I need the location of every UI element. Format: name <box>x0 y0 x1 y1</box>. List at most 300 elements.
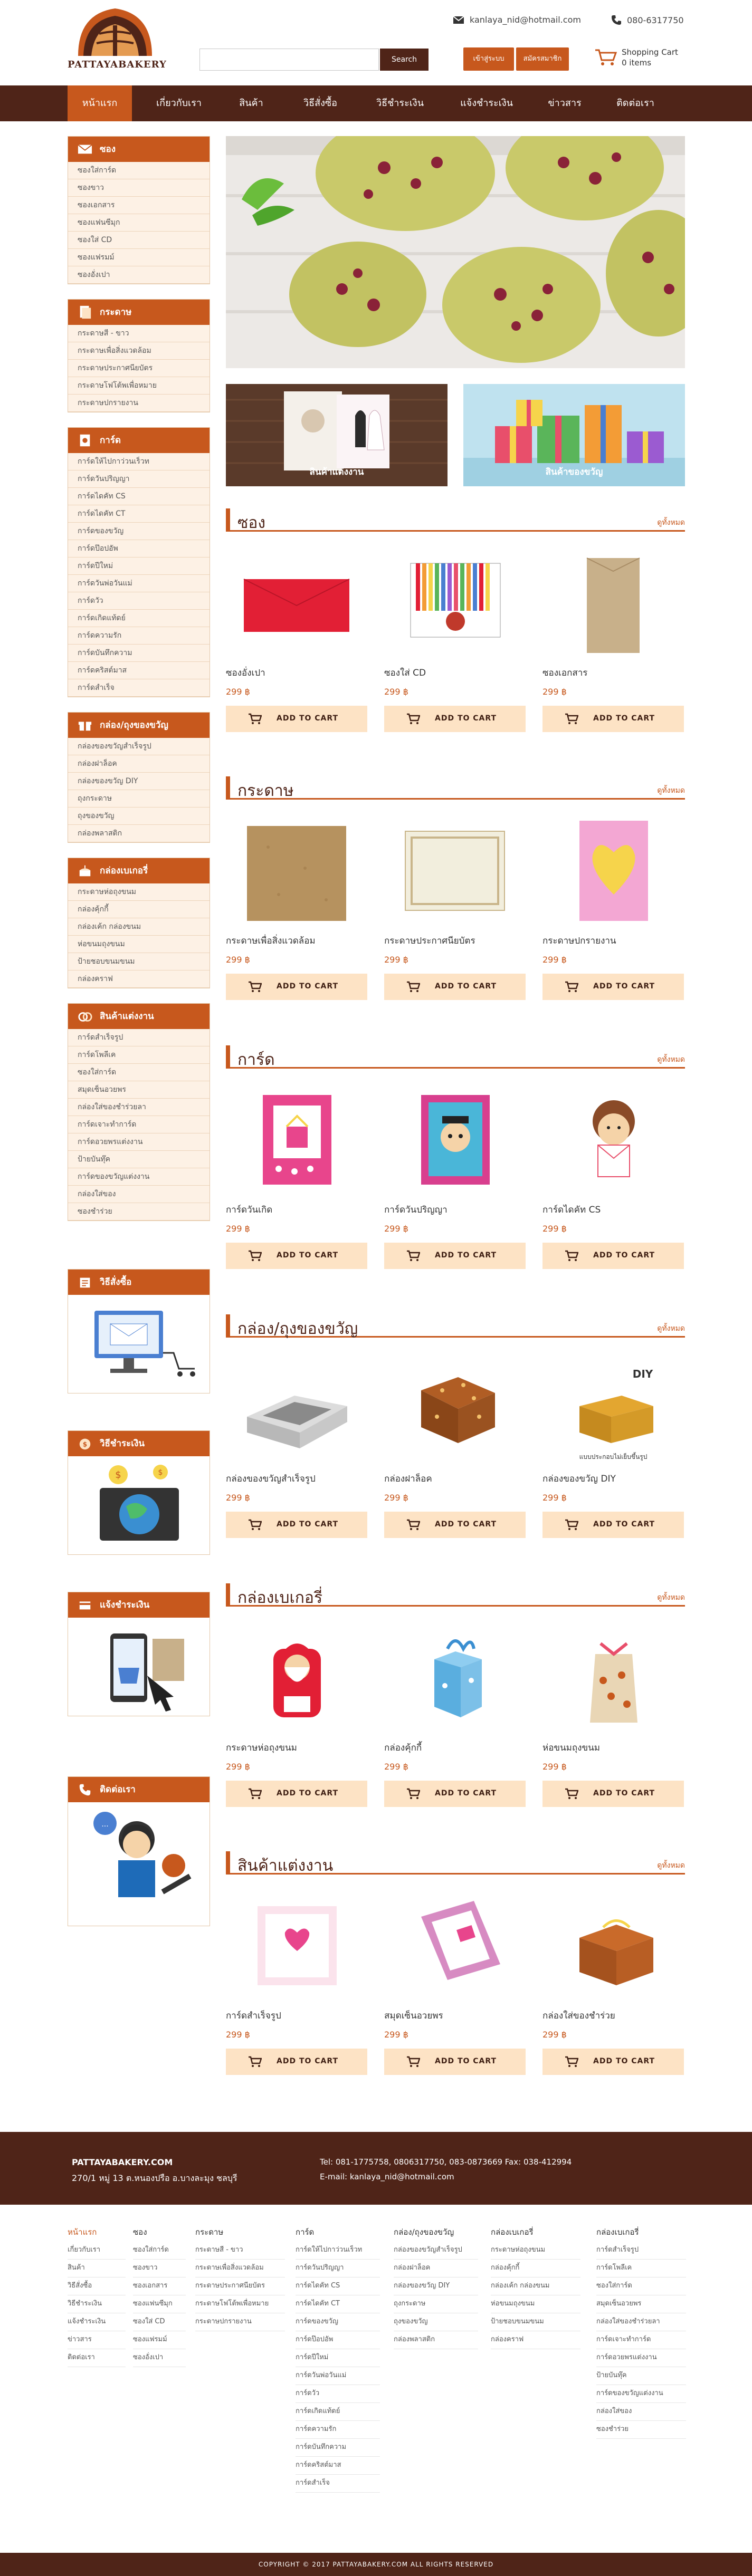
sidebar-link[interactable]: ซองใส่การ์ด <box>68 1064 210 1081</box>
add-to-cart-button[interactable] <box>384 2049 526 2075</box>
footer-link[interactable]: วิธีชำระเงิน <box>68 2295 126 2313</box>
section-header <box>226 1850 685 1875</box>
sidebar-link[interactable]: การ์ดความรัก <box>68 627 210 645</box>
search-button[interactable]: Search <box>380 49 429 71</box>
product-name[interactable]: ซองเอกสาร <box>542 668 588 678</box>
footer-link[interactable]: แจ้งชำระเงิน <box>68 2313 126 2331</box>
product-price: 299 ฿ <box>384 1762 408 1772</box>
product-card <box>226 1069 367 1280</box>
view-all-link[interactable]: ดูทั้งหมด <box>657 1055 685 1064</box>
footer-link[interactable]: กล่องใส่ของชำร่วยลา <box>596 2313 686 2331</box>
product-image[interactable] <box>226 542 367 658</box>
sidebar-link[interactable]: การ์ดของขวัญ <box>68 523 210 540</box>
product-section-1 <box>226 775 685 1023</box>
product-card <box>226 532 367 743</box>
footer-column <box>195 2226 285 2331</box>
contact-icon <box>77 1782 93 1797</box>
footer-column-head[interactable]: การ์ด <box>296 2227 315 2237</box>
footer-link[interactable]: การ์ดสำเร็จรูป <box>596 2242 686 2260</box>
cart-icon <box>248 1788 262 1800</box>
footer-link[interactable]: ซองเอกสาร <box>133 2277 186 2295</box>
sidebar-link[interactable]: การ์ดเจาะทำการ์ด <box>68 1116 210 1133</box>
product-price: 299 ฿ <box>542 955 567 965</box>
sidebar-link[interactable]: การ์ดวันพ่อวันแม่ <box>68 575 210 592</box>
sidebar-link[interactable]: การ์ดวันปริญญา <box>68 470 210 488</box>
footer-column-head[interactable]: กล่อง/ถุงของขวัญ <box>394 2227 454 2237</box>
sidebar-link[interactable]: กล่องคุ้กกี้ <box>68 901 210 918</box>
phone-icon <box>611 15 622 25</box>
promo-illustration <box>68 1456 210 1554</box>
nav-how-to-order[interactable]: วิธีสั่งซื้อ <box>303 98 337 109</box>
product-image[interactable] <box>226 1348 367 1464</box>
product-card <box>542 1338 684 1549</box>
add-to-cart-label: ADD TO CART <box>435 982 497 991</box>
footer-link[interactable]: ซองใส่การ์ด <box>596 2277 686 2295</box>
nav-about[interactable]: เกี่ยวกับเรา <box>156 98 202 109</box>
add-to-cart-button[interactable] <box>542 1512 684 1538</box>
product-card <box>384 1875 526 2085</box>
email-contact[interactable] <box>453 15 581 25</box>
promo-title: วิธีสั่งซื้อ <box>100 1277 132 1287</box>
add-to-cart-button[interactable] <box>226 1781 367 1807</box>
product-price: 299 ฿ <box>226 2030 250 2040</box>
footer-link[interactable]: ซองแฟนซีมุก <box>133 2295 186 2313</box>
add-to-cart-button[interactable] <box>226 1243 367 1269</box>
sidebar-link[interactable]: ซองแฟนซีมุก <box>68 214 210 232</box>
sidebar-link[interactable]: กระดาษสี - ขาว <box>68 325 210 342</box>
footer-link[interactable]: ข่าวสาร <box>68 2331 126 2349</box>
sidebar-link[interactable]: กล่องใส่ของ <box>68 1186 210 1203</box>
sidebar-category-head[interactable] <box>68 428 210 453</box>
promo-illustration <box>68 1295 210 1393</box>
footer-link[interactable]: กล่องใส่ของ <box>596 2403 686 2421</box>
sidebar-link[interactable]: กล่องเค้ก กล่องขนม <box>68 918 210 936</box>
sidebar-link[interactable]: กระดาษปกรายงาน <box>68 395 210 412</box>
footer-link[interactable]: การ์ดความรัก <box>296 2421 380 2439</box>
product-price: 299 ฿ <box>384 955 408 965</box>
promo-head[interactable] <box>68 1431 210 1456</box>
site-header <box>0 0 752 85</box>
footer-site-name: PATTAYABAKERY.COM <box>72 2157 173 2167</box>
section-header <box>226 1044 685 1069</box>
footer-column-head[interactable]: กระดาษ <box>195 2227 224 2237</box>
product-price: 299 ฿ <box>226 1493 250 1503</box>
view-all-link[interactable]: ดูทั้งหมด <box>657 1593 685 1602</box>
section-title: กล่องเบเกอรี่ <box>237 1589 323 1607</box>
sidebar-category-head[interactable] <box>68 137 210 162</box>
product-section-0 <box>226 507 685 755</box>
product-name[interactable]: การ์ดวันเกิด <box>226 1205 273 1215</box>
nav-home[interactable]: หน้าแรก <box>68 85 132 121</box>
promo-illustration <box>68 1802 210 1900</box>
footer-link[interactable]: สมุดเซ็นอวยพร <box>596 2295 686 2313</box>
nav-payment[interactable]: วิธีชำระเงิน <box>376 98 424 109</box>
sidebar-link[interactable]: กระดาษห่อถุงขนม <box>68 883 210 901</box>
footer-link[interactable]: การ์ดของขวัญ <box>296 2313 380 2331</box>
section-accent-bar <box>226 1851 230 1873</box>
promo-box-3[interactable] <box>68 1776 210 1926</box>
sidebar-link[interactable]: ซองแฟรมม์ <box>68 249 210 266</box>
product-image[interactable] <box>226 810 367 926</box>
product-name[interactable]: ห่อขนมถุงขนม <box>542 1743 600 1753</box>
footer-link[interactable]: กระดาษประกาศนียบัตร <box>195 2277 285 2295</box>
product-price: 299 ฿ <box>384 1493 408 1503</box>
add-to-cart-label: ADD TO CART <box>593 2057 655 2065</box>
sidebar-category-3 <box>68 712 210 843</box>
payment-icon <box>77 1436 93 1451</box>
product-name[interactable]: ซองอั่งเปา <box>226 668 265 678</box>
footer-link[interactable]: กล่องเค้ก กล่องขนม <box>491 2277 580 2295</box>
promo-head[interactable] <box>68 1777 210 1802</box>
product-name[interactable]: กล่องของขวัญ DIY <box>542 1474 616 1484</box>
product-name[interactable]: การ์ดวันปริญญา <box>384 1205 448 1215</box>
footer-link[interactable]: การ์ดให้ไปกาว่วนเร็วท <box>296 2242 380 2260</box>
footer-link[interactable]: การ์ดปีใหม่ <box>296 2349 380 2367</box>
sidebar-link[interactable]: การ์ดของขวัญแต่งงาน <box>68 1168 210 1186</box>
sidebar-link[interactable]: ถุงกระดาษ <box>68 790 210 808</box>
shopping-cart[interactable] <box>594 45 689 72</box>
sidebar-link[interactable]: กระดาษเพื่อสิ่งแวดล้อม <box>68 342 210 360</box>
product-name[interactable]: การ์ดไดคัท CS <box>542 1205 601 1215</box>
sidebar-link[interactable]: ป้ายบันทุ๊ค <box>68 1151 210 1168</box>
footer-link[interactable]: การ์ดอวยพรแต่งงาน <box>596 2349 686 2367</box>
cart-icon <box>565 2056 578 2068</box>
sidebar-link[interactable]: การ์ดคริสต์มาส <box>68 662 210 679</box>
sidebar-link[interactable]: ซองอั่งเปา <box>68 266 210 284</box>
footer-tel: Tel: 081-1775758, 0806317750, 083-0873669 Fax: 038-412994 <box>320 2157 572 2167</box>
footer-link[interactable]: กล่องฝาล็อค <box>394 2260 478 2277</box>
product-price: 299 ฿ <box>226 687 250 697</box>
product-image[interactable] <box>384 810 526 926</box>
product-name[interactable]: กระดาษเพื่อสิ่งแวดล้อม <box>226 936 316 946</box>
product-image[interactable] <box>384 1617 526 1733</box>
login-button[interactable]: เข้าสู่ระบบ <box>463 47 514 71</box>
product-name[interactable]: กระดาษห่อถุงขนม <box>226 1743 297 1753</box>
add-to-cart-button[interactable] <box>542 974 684 1000</box>
sidebar-link[interactable]: กล่องคราฟ <box>68 970 210 988</box>
footer-link[interactable]: การ์ดไดคัท CS <box>296 2277 380 2295</box>
promo-box-2[interactable] <box>68 1592 210 1716</box>
sidebar-category-head[interactable] <box>68 1004 210 1029</box>
sidebar-link[interactable]: กระดาษโฟโต้พเพื่อหมาย <box>68 377 210 395</box>
nav-news[interactable]: ข่าวสาร <box>548 98 582 109</box>
cart-icon <box>248 1519 262 1531</box>
add-to-cart-button[interactable] <box>226 2049 367 2075</box>
footer-link[interactable]: กล่องของขวัญสำเร็จรูป <box>394 2242 478 2260</box>
sidebar-link[interactable]: การ์ดโพลีเค <box>68 1046 210 1064</box>
product-image[interactable] <box>226 1079 367 1195</box>
footer-link[interactable]: การ์ดวันปริญญา <box>296 2260 380 2277</box>
product-price: 299 ฿ <box>542 1493 567 1503</box>
footer-column <box>394 2226 478 2349</box>
footer-link[interactable]: สินค้า <box>68 2260 126 2277</box>
nav-contact[interactable]: ติดต่อเรา <box>616 98 654 109</box>
footer-link[interactable]: ซองใส่ CD <box>133 2313 186 2331</box>
footer-column-head[interactable]: กล่องเบเกอรี่ <box>596 2227 639 2237</box>
logo-bread-icon <box>68 3 163 61</box>
add-to-cart-label: ADD TO CART <box>435 1789 497 1798</box>
footer-link[interactable]: ซองอั่งเปา <box>133 2349 186 2367</box>
footer-link[interactable]: กระดาษสี - ขาว <box>195 2242 285 2260</box>
add-to-cart-label: ADD TO CART <box>277 1520 339 1529</box>
product-price: 299 ฿ <box>384 687 408 697</box>
gift-icon <box>77 718 93 733</box>
cart-icon <box>406 1519 420 1531</box>
nav-products[interactable]: สินค้า <box>239 98 263 109</box>
add-to-cart-button[interactable] <box>542 1243 684 1269</box>
footer-link[interactable]: ห่อขนมถุงขนม <box>491 2295 580 2313</box>
sidebar-link[interactable]: กล่องฝาล็อค <box>68 755 210 773</box>
product-name[interactable]: กล่องใส่ของชำร่วย <box>542 2011 615 2021</box>
sidebar-link[interactable]: การ์ดบันทึกความ <box>68 645 210 662</box>
add-to-cart-button[interactable] <box>542 706 684 732</box>
sidebar-link[interactable]: ซองใส่การ์ด <box>68 162 210 179</box>
add-to-cart-button[interactable] <box>226 1512 367 1538</box>
add-to-cart-label: ADD TO CART <box>435 2057 497 2065</box>
promo-head[interactable] <box>68 1270 210 1295</box>
search-input[interactable] <box>199 49 379 71</box>
footer-link[interactable]: การ์ดโพลีเค <box>596 2260 686 2277</box>
footer-link[interactable]: กล่องพลาสติก <box>394 2331 478 2349</box>
footer-column-head[interactable]: ซอง <box>133 2227 147 2237</box>
product-price: 299 ฿ <box>226 1224 250 1234</box>
cart-icon <box>406 981 420 993</box>
footer-link[interactable]: การ์ดวัว <box>296 2385 380 2403</box>
product-card <box>226 1338 367 1549</box>
envelope-icon <box>77 142 93 157</box>
product-card <box>226 1875 367 2085</box>
section-accent-bar <box>226 1583 230 1606</box>
product-price: 299 ฿ <box>542 2030 567 2040</box>
diy-caption: แบบประกอบไม่เย็บขึ้นรูป <box>579 1453 648 1460</box>
footer-column <box>133 2226 186 2367</box>
add-to-cart-label: ADD TO CART <box>435 1251 497 1260</box>
product-name[interactable]: ซองใส่ CD <box>384 668 426 678</box>
product-name[interactable]: สมุดเซ็นอวยพร <box>384 2011 443 2021</box>
product-image[interactable] <box>542 1885 684 2001</box>
footer-link[interactable]: ซองชำร่วย <box>596 2421 686 2439</box>
product-price: 299 ฿ <box>542 1224 567 1234</box>
add-to-cart-button[interactable] <box>384 974 526 1000</box>
svg-text:$: $ <box>115 1469 121 1481</box>
footer-link[interactable]: ป้ายชอบขนมขนม <box>491 2313 580 2331</box>
sidebar-link[interactable]: กล่องของขวัญสำเร็จรูป <box>68 738 210 755</box>
footer-link[interactable]: ป้ายบันทุ๊ค <box>596 2367 686 2385</box>
sidebar-link[interactable]: ซองเอกสาร <box>68 197 210 214</box>
product-card <box>226 800 367 1011</box>
add-to-cart-label: ADD TO CART <box>593 1251 655 1260</box>
footer-link[interactable]: ซองขาว <box>133 2260 186 2277</box>
footer-link[interactable]: ถุงกระดาษ <box>394 2295 478 2313</box>
sidebar-link[interactable]: กล่องพลาสติก <box>68 825 210 842</box>
product-name[interactable]: กล่องของขวัญสำเร็จรูป <box>226 1474 316 1484</box>
footer-link[interactable]: การ์ดสำเร็จ <box>296 2475 380 2493</box>
sidebar-link[interactable]: การ์ดให้ไปกาว่วนเร็วท <box>68 453 210 470</box>
footer-link[interactable]: กระดาษปกรายงาน <box>195 2313 285 2331</box>
sidebar-link[interactable]: การ์ดไดคัท CS <box>68 488 210 505</box>
add-to-cart-button[interactable] <box>384 1243 526 1269</box>
product-card <box>384 1069 526 1280</box>
cart-count: 0 items <box>622 58 652 68</box>
footer-link[interactable]: กระดาษโฟโต้พเพื่อหมาย <box>195 2295 285 2313</box>
product-image[interactable] <box>384 1079 526 1195</box>
sidebar-link[interactable]: การ์ดป๊อปอัพ <box>68 540 210 558</box>
add-to-cart-button[interactable] <box>542 2049 684 2075</box>
footer-link[interactable]: ติดต่อเรา <box>68 2349 126 2367</box>
add-to-cart-button[interactable] <box>542 1781 684 1807</box>
promo-box-0[interactable] <box>68 1269 210 1393</box>
footer-link[interactable]: กระดาษห่อถุงขนม <box>491 2242 580 2260</box>
view-all-link[interactable]: ดูทั้งหมด <box>657 1861 685 1870</box>
section-header <box>226 507 685 532</box>
sidebar-link[interactable]: ป้ายชอบขนมขนม <box>68 953 210 970</box>
add-to-cart-button[interactable] <box>384 1781 526 1807</box>
footer-column-head[interactable]: กล่องเบเกอรี่ <box>491 2227 534 2237</box>
add-to-cart-label: ADD TO CART <box>593 1789 655 1798</box>
product-image[interactable] <box>384 1348 526 1464</box>
product-image[interactable] <box>226 1885 367 2001</box>
cart-icon <box>406 1250 420 1262</box>
footer-link[interactable]: วิธีสั่งซื้อ <box>68 2277 126 2295</box>
sidebar-link[interactable]: การ์ดเกิดแท้ดย์ <box>68 610 210 627</box>
sidebar-link[interactable]: การ์ดปีใหม่ <box>68 558 210 575</box>
sidebar-link[interactable]: ซองชำร่วย <box>68 1203 210 1220</box>
sidebar-link[interactable]: สมุดเซ็นอวยพร <box>68 1081 210 1099</box>
sidebar-category-title: สินค้าแต่งงาน <box>100 1011 154 1022</box>
promo-head[interactable] <box>68 1592 210 1618</box>
product-image[interactable] <box>542 1079 684 1195</box>
add-to-cart-button[interactable] <box>384 1512 526 1538</box>
add-to-cart-label: ADD TO CART <box>277 714 339 723</box>
sidebar-link[interactable]: การ์ดวัว <box>68 592 210 610</box>
add-to-cart-label: ADD TO CART <box>277 1789 339 1798</box>
sidebar-category-head[interactable] <box>68 300 210 325</box>
footer-link[interactable]: เกี่ยวกับเรา <box>68 2242 126 2260</box>
footer-link[interactable]: การ์ดเจาะทำการ์ด <box>596 2331 686 2349</box>
footer-link[interactable]: กระดาษเพื่อสิ่งแวดล้อม <box>195 2260 285 2277</box>
product-card <box>542 800 684 1011</box>
add-to-cart-button[interactable] <box>226 974 367 1000</box>
footer-link[interactable]: ซองใส่การ์ด <box>133 2242 186 2260</box>
sidebar-link[interactable]: การ์ดอวยพรแต่งงาน <box>68 1133 210 1151</box>
add-to-cart-button[interactable] <box>226 706 367 732</box>
promo-title: แจ้งชำระเงิน <box>100 1600 150 1610</box>
footer-link[interactable]: การ์ดของขวัญแต่งงาน <box>596 2385 686 2403</box>
notify-icon <box>77 1598 93 1612</box>
cart-title: Shopping Cart <box>622 47 678 57</box>
section-accent-bar <box>226 776 230 799</box>
footer-column <box>596 2226 686 2439</box>
footer-address: 270/1 หมู่ 13 ต.หนองปรือ อ.บางละมุง ชลบุรี <box>72 2173 237 2183</box>
site-logo[interactable] <box>68 3 167 77</box>
footer-link[interactable]: การ์ดบันทึกความ <box>296 2439 380 2457</box>
product-image[interactable] <box>542 542 684 658</box>
cart-icon <box>406 2056 420 2068</box>
product-section-3 <box>226 1313 685 1561</box>
product-name[interactable]: กระดาษปกรายงาน <box>542 936 616 946</box>
view-all-link[interactable]: ดูทั้งหมด <box>657 786 685 795</box>
product-image[interactable] <box>542 1617 684 1733</box>
add-to-cart-button[interactable] <box>384 706 526 732</box>
cart-icon <box>248 1250 262 1262</box>
add-to-cart-label: ADD TO CART <box>435 1520 497 1529</box>
product-name[interactable]: การ์ดสำเร็จรูป <box>226 2011 281 2021</box>
sidebar-link[interactable]: การ์ดไดคัท CT <box>68 505 210 523</box>
product-price: 299 ฿ <box>384 1224 408 1234</box>
email-text: kanlaya_nid@hotmail.com <box>470 15 581 25</box>
footer-link[interactable]: การ์ดเกิดแท้ดย์ <box>296 2403 380 2421</box>
footer-link[interactable]: ซองแฟรมม์ <box>133 2331 186 2349</box>
sidebar-link[interactable]: ห่อขนมถุงขนม <box>68 936 210 953</box>
sidebar-category-title: ซอง <box>100 144 116 155</box>
product-image[interactable] <box>384 542 526 658</box>
product-image[interactable] <box>542 810 684 926</box>
product-card <box>542 532 684 743</box>
product-name[interactable]: กล่องคุ้กกี้ <box>384 1743 422 1753</box>
banner-gift-label: สินค้าของขวัญ <box>545 467 603 477</box>
sidebar-category-head[interactable] <box>68 713 210 738</box>
sidebar-link[interactable]: กระดาษประกาศนียบัตร <box>68 360 210 377</box>
promo-box-1[interactable] <box>68 1430 210 1555</box>
register-button[interactable]: สมัครสมาชิก <box>516 47 569 71</box>
sidebar-link[interactable]: ถุงของขวัญ <box>68 808 210 825</box>
promo-illustration <box>68 1618 210 1716</box>
add-to-cart-label: ADD TO CART <box>593 714 655 723</box>
banner-wedding-label: สินค้าแต่งงาน <box>309 467 364 477</box>
phone-contact[interactable] <box>611 15 684 25</box>
footer-column <box>491 2226 580 2349</box>
footer-link[interactable]: การ์ดไดคัท CT <box>296 2295 380 2313</box>
footer-link[interactable]: การ์ดวันพ่อวันแม่ <box>296 2367 380 2385</box>
footer-link[interactable]: ถุงของขวัญ <box>394 2313 478 2331</box>
footer-link[interactable]: การ์ดป๊อปอัพ <box>296 2331 380 2349</box>
view-all-link[interactable]: ดูทั้งหมด <box>657 1324 685 1333</box>
footer-column-head[interactable]: หน้าแรก <box>68 2227 97 2237</box>
sidebar-link[interactable]: กล่องใส่ของชำร่วยลา <box>68 1099 210 1116</box>
sidebar-category-head[interactable] <box>68 858 210 883</box>
sidebar-link[interactable]: ซองขาว <box>68 179 210 197</box>
banner-gift[interactable] <box>463 384 685 486</box>
product-card <box>542 1069 684 1280</box>
sidebar-link[interactable]: ซองใส่ CD <box>68 232 210 249</box>
product-name[interactable]: กล่องฝาล็อค <box>384 1474 432 1484</box>
product-name[interactable]: กระดาษประกาศนียบัตร <box>384 936 475 946</box>
product-image[interactable] <box>542 1348 684 1464</box>
logo-text: PATTAYABAKERY <box>68 59 167 70</box>
hero-slider[interactable] <box>226 136 685 368</box>
cart-icon <box>248 981 262 993</box>
product-section-4 <box>226 1582 685 1830</box>
section-header <box>226 1313 685 1338</box>
banner-wedding[interactable] <box>226 384 448 486</box>
product-image[interactable] <box>226 1617 367 1733</box>
nav-payment-notify[interactable]: แจ้งชำระเงิน <box>460 98 513 109</box>
footer-link[interactable]: กล่องคุ้กกี้ <box>491 2260 580 2277</box>
footer-link[interactable]: การ์ดคริสต์มาส <box>296 2457 380 2475</box>
cart-icon <box>248 713 262 725</box>
sidebar-link[interactable]: การ์ดสำเร็จ <box>68 679 210 697</box>
footer-link[interactable]: กล่องคราฟ <box>491 2331 580 2349</box>
product-card <box>384 800 526 1011</box>
footer-link[interactable]: กล่องของขวัญ DIY <box>394 2277 478 2295</box>
product-section-2 <box>226 1044 685 1292</box>
product-card <box>384 1607 526 1818</box>
sidebar-link[interactable]: กล่องของขวัญ DIY <box>68 773 210 790</box>
view-all-link[interactable]: ดูทั้งหมด <box>657 518 685 527</box>
sidebar-link[interactable]: การ์ดสำเร็จรูป <box>68 1029 210 1046</box>
product-image[interactable] <box>384 1885 526 2001</box>
add-to-cart-label: ADD TO CART <box>277 982 339 991</box>
